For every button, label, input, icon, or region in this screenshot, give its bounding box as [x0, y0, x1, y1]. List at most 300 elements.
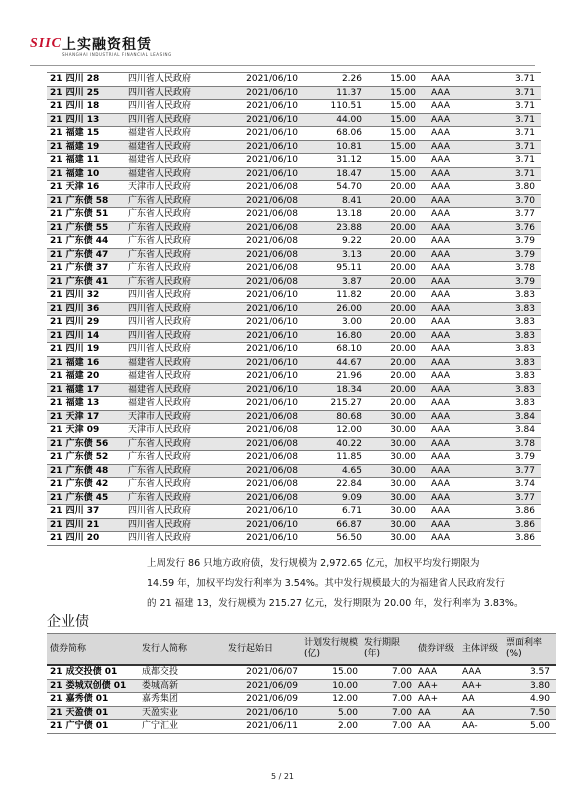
table-row [47, 181, 541, 195]
cell-rating: AAA [419, 127, 486, 141]
cell-date: 2021/06/10 [235, 329, 301, 343]
cell-term: 20.00 [365, 275, 419, 289]
cell-term: 20.00 [365, 262, 419, 276]
cell-rating: AAA [419, 208, 486, 222]
cell-rating: AAA [419, 383, 486, 397]
cell-rate: 3.74 [486, 478, 541, 492]
cell-rating: AAA [419, 437, 486, 451]
cell-term: 15.00 [365, 100, 419, 114]
cell-rate: 3.77 [486, 491, 541, 505]
cell-rate: 3.71 [486, 127, 541, 141]
cell-date: 2021/06/08 [235, 248, 301, 262]
cell-issuer: 广东省人民政府 [125, 208, 235, 222]
cell-size: 68.10 [301, 343, 365, 357]
table-row [47, 410, 541, 424]
cell-term: 15.00 [365, 113, 419, 127]
cell-rate: 3.71 [486, 73, 541, 87]
cell-name: 21 广东债 41 [47, 275, 125, 289]
cell-term: 7.00 [361, 665, 415, 679]
cell-date: 2021/06/10 [235, 532, 301, 546]
summary-line: 的 21 福建 13，发行规模为 215.27 亿元，发行期限为 20.00 年，发行利率为 3.83%。 [147, 598, 524, 609]
cell-rate: 3.71 [486, 167, 541, 181]
cell-issuer: 福建省人民政府 [125, 356, 235, 370]
cell-date: 2021/06/08 [235, 451, 301, 465]
summary-paragraph [147, 554, 527, 614]
cell-name: 21 四川 13 [47, 113, 125, 127]
cell-size: 12.00 [301, 424, 365, 438]
cell-term: 7.00 [361, 693, 415, 707]
cell-date: 2021/06/10 [235, 316, 301, 330]
cell-rating: AAA [419, 329, 486, 343]
cell-size: 5.00 [301, 706, 361, 720]
cell-size: 3.00 [301, 316, 365, 330]
cell-name: 21 四川 18 [47, 100, 125, 114]
cell-rate: 3.86 [486, 532, 541, 546]
cell-rating: AAA [419, 235, 486, 249]
table-row [47, 316, 541, 330]
cell-size: 21.96 [301, 370, 365, 384]
cell-rating: AAA [419, 505, 486, 519]
cell-rating: AAA [419, 194, 486, 208]
cell-date: 2021/06/08 [235, 437, 301, 451]
cell-rate: 3.76 [486, 221, 541, 235]
cell-name: 21 广东债 55 [47, 221, 125, 235]
cell-term: 20.00 [365, 383, 419, 397]
table-row [47, 86, 541, 100]
cell-issuer_rating: AA+ [459, 679, 503, 693]
cell-date: 2021/06/08 [235, 194, 301, 208]
cell-term: 15.00 [365, 86, 419, 100]
cell-name: 21 福建 19 [47, 140, 125, 154]
cell-size: 9.09 [301, 491, 365, 505]
cell-term: 20.00 [365, 289, 419, 303]
cell-rating: AAA [419, 154, 486, 168]
cell-issuer: 福建省人民政府 [125, 397, 235, 411]
cell-issuer_rating: AA [459, 693, 503, 707]
cell-issuer: 广东省人民政府 [125, 464, 235, 478]
cell-size: 26.00 [301, 302, 365, 316]
cell-rate: 3.83 [486, 329, 541, 343]
cell-date: 2021/06/09 [225, 679, 301, 693]
cell-date: 2021/06/10 [235, 154, 301, 168]
cell-date: 2021/06/10 [235, 343, 301, 357]
cell-name: 21 嘉秀债 01 [47, 693, 139, 707]
cell-rating: AAA [419, 451, 486, 465]
cell-rating: AAA [419, 343, 486, 357]
cell-rate: 3.83 [486, 316, 541, 330]
cell-size: 68.06 [301, 127, 365, 141]
cell-size: 9.22 [301, 235, 365, 249]
cell-issuer: 广东省人民政府 [125, 275, 235, 289]
cell-term: 15.00 [365, 154, 419, 168]
cell-date: 2021/06/10 [235, 167, 301, 181]
cell-term: 7.00 [361, 720, 415, 734]
cell-issuer: 四川省人民政府 [125, 73, 235, 87]
cell-name: 21 福建 15 [47, 127, 125, 141]
cell-name: 21 广宁债 01 [47, 720, 139, 734]
cell-rating: AAA [419, 302, 486, 316]
cell-term: 20.00 [365, 302, 419, 316]
cell-size: 8.41 [301, 194, 365, 208]
cell-rating: AAA [419, 86, 486, 100]
cell-issuer: 成都交投 [139, 665, 225, 679]
cell-term: 30.00 [365, 451, 419, 465]
cell-term: 20.00 [365, 329, 419, 343]
company-logo: SIIC [30, 36, 63, 51]
header-divider [30, 65, 535, 66]
cell-name: 21 广东债 45 [47, 491, 125, 505]
cell-rating: AAA [419, 262, 486, 276]
table-row [47, 248, 541, 262]
cell-rating: AAA [419, 275, 486, 289]
cell-rating: AAA [419, 464, 486, 478]
cell-date: 2021/06/10 [235, 113, 301, 127]
table-row [47, 370, 541, 384]
cell-issuer: 四川省人民政府 [125, 505, 235, 519]
cell-name: 21 四川 37 [47, 505, 125, 519]
cell-term: 20.00 [365, 343, 419, 357]
cell-issuer: 广东省人民政府 [125, 478, 235, 492]
cell-name: 21 四川 21 [47, 518, 125, 532]
table-row [47, 464, 541, 478]
cell-name: 21 广东债 58 [47, 194, 125, 208]
cell-size: 12.00 [301, 693, 361, 707]
cell-size: 16.80 [301, 329, 365, 343]
cell-term: 20.00 [365, 208, 419, 222]
cell-size: 13.18 [301, 208, 365, 222]
cell-rating: AAA [419, 248, 486, 262]
table-row [47, 437, 541, 451]
cell-rating: AAA [419, 532, 486, 546]
cell-date: 2021/06/08 [235, 464, 301, 478]
cell-size: 110.51 [301, 100, 365, 114]
cell-date: 2021/06/08 [235, 410, 301, 424]
cell-name: 21 天津 17 [47, 410, 125, 424]
cell-term: 30.00 [365, 424, 419, 438]
cell-date: 2021/06/08 [235, 208, 301, 222]
cell-issuer: 天津市人民政府 [125, 424, 235, 438]
table-row [47, 706, 556, 720]
table-row [47, 424, 541, 438]
cell-rate: 3.86 [486, 505, 541, 519]
table-row [47, 505, 541, 519]
cell-issuer: 四川省人民政府 [125, 100, 235, 114]
cell-size: 31.12 [301, 154, 365, 168]
cell-name: 21 四川 19 [47, 343, 125, 357]
cell-rate: 3.71 [486, 140, 541, 154]
cell-rating: AAA [419, 289, 486, 303]
cell-term: 15.00 [365, 127, 419, 141]
cell-issuer: 广东省人民政府 [125, 262, 235, 276]
cell-rate: 3.71 [486, 113, 541, 127]
cell-size: 11.37 [301, 86, 365, 100]
column-header: 发行期限(年) [361, 634, 415, 666]
cell-name: 21 福建 11 [47, 154, 125, 168]
cell-term: 30.00 [365, 505, 419, 519]
cell-date: 2021/06/11 [225, 720, 301, 734]
table-row [47, 154, 541, 168]
cell-rate: 3.83 [486, 370, 541, 384]
cell-issuer: 广东省人民政府 [125, 491, 235, 505]
cell-size: 10.81 [301, 140, 365, 154]
cell-date: 2021/06/10 [225, 706, 301, 720]
cell-issuer: 广东省人民政府 [125, 194, 235, 208]
column-header: 主体评级 [459, 634, 503, 666]
cell-size: 4.65 [301, 464, 365, 478]
cell-rate: 3.71 [486, 154, 541, 168]
cell-issuer: 广宁汇业 [139, 720, 225, 734]
cell-date: 2021/06/08 [235, 262, 301, 276]
cell-issuer: 天津市人民政府 [125, 410, 235, 424]
cell-date: 2021/06/10 [235, 383, 301, 397]
cell-size: 66.87 [301, 518, 365, 532]
cell-term: 20.00 [365, 194, 419, 208]
cell-size: 2.00 [301, 720, 361, 734]
cell-rating: AAA [419, 491, 486, 505]
cell-date: 2021/06/08 [235, 181, 301, 195]
cell-name: 21 广东债 52 [47, 451, 125, 465]
cell-issuer: 天津市人民政府 [125, 181, 235, 195]
cell-issuer: 四川省人民政府 [125, 316, 235, 330]
cell-date: 2021/06/08 [235, 424, 301, 438]
cell-issuer: 四川省人民政府 [125, 302, 235, 316]
cell-size: 44.67 [301, 356, 365, 370]
cell-name: 21 福建 16 [47, 356, 125, 370]
cell-issuer: 福建省人民政府 [125, 370, 235, 384]
cell-name: 21 广东债 44 [47, 235, 125, 249]
cell-rate: 3.77 [486, 464, 541, 478]
cell-name: 21 四川 36 [47, 302, 125, 316]
table-row [47, 679, 556, 693]
cell-date: 2021/06/10 [235, 100, 301, 114]
table-row [47, 208, 541, 222]
table-row [47, 140, 541, 154]
cell-name: 21 天盈债 01 [47, 706, 139, 720]
cell-issuer: 广东省人民政府 [125, 221, 235, 235]
table-row [47, 262, 541, 276]
column-header: 债券简称 [47, 634, 139, 666]
cell-rate: 7.50 [503, 706, 556, 720]
cell-rating: AAA [419, 410, 486, 424]
cell-rate: 3.83 [486, 397, 541, 411]
cell-size: 215.27 [301, 397, 365, 411]
cell-rate: 3.83 [486, 302, 541, 316]
cell-name: 21 广东债 51 [47, 208, 125, 222]
cell-rate: 3.84 [486, 424, 541, 438]
cell-size: 40.22 [301, 437, 365, 451]
cell-rating: AAA [419, 478, 486, 492]
cell-size: 6.71 [301, 505, 365, 519]
cell-issuer: 四川省人民政府 [125, 289, 235, 303]
summary-line: 上周发行 86 只地方政府债，发行规模为 2,972.65 亿元，加权平均发行期限为 [147, 558, 480, 569]
cell-rate: 3.83 [486, 383, 541, 397]
cell-rate: 3.57 [503, 665, 556, 679]
table-row [47, 73, 541, 87]
cell-size: 54.70 [301, 181, 365, 195]
table-row [47, 518, 541, 532]
cell-rate: 3.86 [486, 518, 541, 532]
cell-date: 2021/06/10 [235, 505, 301, 519]
summary-line: 14.59 年，加权平均发行利率为 3.54%。其中发行规模最大的为福建省人民政府发行 [147, 578, 505, 589]
cell-size: 56.50 [301, 532, 365, 546]
cell-rating: AAA [419, 167, 486, 181]
cell-bond_rating: AA [415, 706, 459, 720]
cell-rating: AAA [419, 73, 486, 87]
cell-name: 21 成交投债 01 [47, 665, 139, 679]
cell-name: 21 娄城双创债 01 [47, 679, 139, 693]
cell-size: 11.82 [301, 289, 365, 303]
cell-size: 2.26 [301, 73, 365, 87]
cell-name: 21 广东债 48 [47, 464, 125, 478]
cell-issuer: 四川省人民政府 [125, 532, 235, 546]
cell-term: 20.00 [365, 397, 419, 411]
cell-issuer: 四川省人民政府 [125, 86, 235, 100]
cell-issuer: 福建省人民政府 [125, 127, 235, 141]
cell-date: 2021/06/10 [235, 302, 301, 316]
table-row [47, 491, 541, 505]
cell-rating: AAA [419, 518, 486, 532]
table-row [47, 167, 541, 181]
cell-term: 20.00 [365, 356, 419, 370]
cell-size: 95.11 [301, 262, 365, 276]
table-row [47, 383, 541, 397]
cell-date: 2021/06/10 [235, 127, 301, 141]
cell-rate: 3.80 [486, 181, 541, 195]
table-row [47, 532, 541, 546]
table-row [47, 194, 541, 208]
cell-name: 21 四川 14 [47, 329, 125, 343]
cell-term: 30.00 [365, 478, 419, 492]
cell-rate: 3.84 [486, 410, 541, 424]
cell-size: 23.88 [301, 221, 365, 235]
cell-rating: AAA [419, 356, 486, 370]
cell-term: 30.00 [365, 410, 419, 424]
table-header-row [47, 634, 556, 666]
cell-name: 21 天津 16 [47, 181, 125, 195]
cell-term: 20.00 [365, 248, 419, 262]
table-row [47, 289, 541, 303]
cell-name: 21 四川 20 [47, 532, 125, 546]
cell-issuer: 四川省人民政府 [125, 343, 235, 357]
cell-issuer: 广东省人民政府 [125, 235, 235, 249]
cell-date: 2021/06/10 [235, 140, 301, 154]
cell-rate: 3.80 [503, 679, 556, 693]
cell-issuer: 广东省人民政府 [125, 437, 235, 451]
cell-issuer: 福建省人民政府 [125, 167, 235, 181]
cell-term: 15.00 [365, 140, 419, 154]
table-row [47, 343, 541, 357]
cell-rate: 3.71 [486, 100, 541, 114]
cell-term: 20.00 [365, 221, 419, 235]
cell-date: 2021/06/10 [235, 289, 301, 303]
cell-rate: 3.71 [486, 86, 541, 100]
table-row [47, 100, 541, 114]
cell-size: 80.68 [301, 410, 365, 424]
cell-bond_rating: AAA [415, 665, 459, 679]
cell-issuer: 娄城高新 [139, 679, 225, 693]
table-row [47, 665, 556, 679]
local-bond-table [47, 72, 541, 546]
cell-issuer: 天盈实业 [139, 706, 225, 720]
cell-date: 2021/06/10 [235, 397, 301, 411]
cell-rate: 3.79 [486, 248, 541, 262]
cell-issuer: 福建省人民政府 [125, 154, 235, 168]
company-name: 上实融资租赁 [62, 37, 152, 53]
cell-rating: AAA [419, 397, 486, 411]
cell-name: 21 天津 09 [47, 424, 125, 438]
column-header: 发行起始日 [225, 634, 301, 666]
cell-rating: AAA [419, 221, 486, 235]
cell-rate: 3.83 [486, 356, 541, 370]
cell-name: 21 福建 13 [47, 397, 125, 411]
cell-date: 2021/06/10 [235, 356, 301, 370]
cell-size: 3.87 [301, 275, 365, 289]
cell-term: 15.00 [365, 73, 419, 87]
cell-rate: 3.79 [486, 235, 541, 249]
cell-issuer_rating: AA [459, 706, 503, 720]
column-header: 债券评级 [415, 634, 459, 666]
cell-issuer: 福建省人民政府 [125, 383, 235, 397]
cell-rate: 3.83 [486, 343, 541, 357]
table-row [47, 127, 541, 141]
company-name-en: SHANGHAI INDUSTRIAL FINANCIAL LEASING [62, 52, 172, 57]
cell-issuer: 四川省人民政府 [125, 329, 235, 343]
cell-date: 2021/06/07 [225, 665, 301, 679]
cell-size: 44.00 [301, 113, 365, 127]
cell-rating: AAA [419, 181, 486, 195]
table-row [47, 329, 541, 343]
table-row [47, 693, 556, 707]
cell-rate: 3.83 [486, 289, 541, 303]
cell-size: 18.47 [301, 167, 365, 181]
cell-name: 21 四川 32 [47, 289, 125, 303]
cell-rate: 3.79 [486, 451, 541, 465]
cell-rate: 3.77 [486, 208, 541, 222]
cell-rating: AAA [419, 100, 486, 114]
cell-issuer: 广东省人民政府 [125, 248, 235, 262]
cell-date: 2021/06/10 [235, 86, 301, 100]
table-row [47, 356, 541, 370]
cell-name: 21 广东债 37 [47, 262, 125, 276]
table-row [47, 302, 541, 316]
table-row [47, 275, 541, 289]
column-header: 发行人简称 [139, 634, 225, 666]
table-row [47, 451, 541, 465]
cell-name: 21 四川 25 [47, 86, 125, 100]
corporate-bond-table [47, 633, 556, 734]
cell-rating: AAA [419, 316, 486, 330]
cell-rating: AAA [419, 140, 486, 154]
cell-size: 11.85 [301, 451, 365, 465]
cell-date: 2021/06/10 [235, 518, 301, 532]
cell-rate: 3.78 [486, 437, 541, 451]
cell-size: 3.13 [301, 248, 365, 262]
cell-rate: 3.78 [486, 262, 541, 276]
cell-rating: AAA [419, 370, 486, 384]
cell-name: 21 福建 20 [47, 370, 125, 384]
cell-term: 30.00 [365, 464, 419, 478]
cell-issuer_rating: AAA [459, 665, 503, 679]
cell-issuer: 广东省人民政府 [125, 451, 235, 465]
cell-name: 21 四川 28 [47, 73, 125, 87]
table-row [47, 478, 541, 492]
cell-issuer: 四川省人民政府 [125, 113, 235, 127]
cell-name: 21 四川 29 [47, 316, 125, 330]
cell-term: 7.00 [361, 679, 415, 693]
cell-issuer: 四川省人民政府 [125, 518, 235, 532]
cell-date: 2021/06/08 [235, 478, 301, 492]
cell-bond_rating: AA [415, 720, 459, 734]
